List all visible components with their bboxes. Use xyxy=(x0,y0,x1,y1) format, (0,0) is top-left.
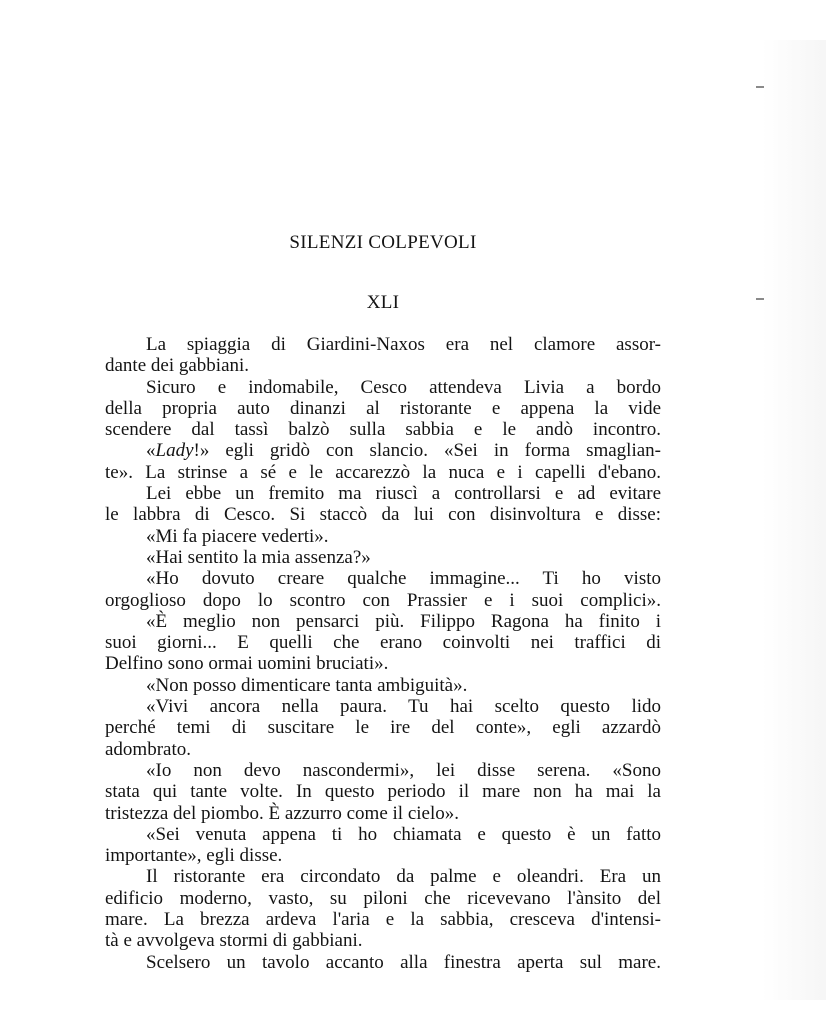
text-line: tristezza del piombo. È azzurro come il cielo». xyxy=(105,802,459,824)
text-line: suoi giorni... E quelli che erano coinvolti nei traffici di xyxy=(105,632,661,654)
chapter-title: SILENZI COLPEVOLI xyxy=(289,232,477,253)
text-line: dante dei gabbiani. xyxy=(105,355,250,377)
text-line: «Ho dovuto creare qualche immagine... Ti ho visto xyxy=(146,568,661,590)
text-line: adombrato. xyxy=(105,738,192,760)
text-line: «Sei venuta appena ti ho chiamata e questo è un fatto xyxy=(146,823,661,845)
text-line: importante», egli disse. xyxy=(105,845,283,867)
text-line: Il ristorante era circondato da palme e oleandri. Era un xyxy=(146,866,661,888)
text-line: perché temi di suscitare le ire del conte», egli azzardò xyxy=(105,717,661,739)
text-line: le labbra di Cesco. Si staccò da lui con disinvoltura e disse: xyxy=(105,504,661,526)
text-line: orgoglioso dopo lo scontro con Prassier e i suoi complici». xyxy=(105,589,661,611)
page-edge-shadow xyxy=(762,40,826,1000)
text-line: «Vivi ancora nella paura. Tu hai scelto questo lido xyxy=(146,696,661,718)
text-line: «Io non devo nascondermi», lei disse serena. «Sono xyxy=(146,759,661,781)
text-line: «Hai sentito la mia assenza?» xyxy=(146,546,371,568)
text-line: stata qui tante volte. In questo periodo il mare non ha mai la xyxy=(105,781,661,803)
text-line: Lei ebbe un fremito ma riuscì a controllarsi e ad evitare xyxy=(146,483,661,505)
text-line: della propria auto dinanzi al ristorante e appena la vide xyxy=(105,397,661,419)
text-line: «È meglio non pensarci più. Filippo Ragona ha finito i xyxy=(146,610,661,632)
quote-open: « xyxy=(146,440,156,462)
line-rest: !» egli gridò con slancio. «Sei in forma smaglian- xyxy=(193,440,661,462)
body-text xyxy=(105,334,661,973)
text-line: te». La strinse a sé e le accarezzò la nuca e i capelli d'ebano. xyxy=(105,461,661,483)
edge-tick xyxy=(756,86,764,88)
text-line: mare. La brezza ardeva l'aria e la sabbia, cresceva d'intensi- xyxy=(105,909,661,931)
chapter-number: XLI xyxy=(366,292,400,313)
text-line: La spiaggia di Giardini-Naxos era nel clamore assor- xyxy=(146,334,661,355)
text-line: scendere dal tassì balzò sulla sabbia e le andò incontro. xyxy=(105,419,661,441)
italic-word: Lady xyxy=(155,440,194,462)
text-line: Sicuro e indomabile, Cesco attendeva Livia a bordo xyxy=(146,376,661,398)
text-line xyxy=(105,440,661,461)
text-line: tà e avvolgeva stormi di gabbiani. xyxy=(105,930,363,952)
text-line: Delfino sono ormai uomini bruciati». xyxy=(105,653,389,675)
text-line: «Mi fa piacere vederti». xyxy=(146,525,329,547)
text-line: edificio moderno, vasto, su piloni che ricevevano l'ànsito del xyxy=(105,887,661,909)
text-line: Scelsero un tavolo accanto alla finestra aperta sul mare. xyxy=(146,951,661,973)
text-line: «Non posso dimenticare tanta ambiguità». xyxy=(146,674,468,696)
